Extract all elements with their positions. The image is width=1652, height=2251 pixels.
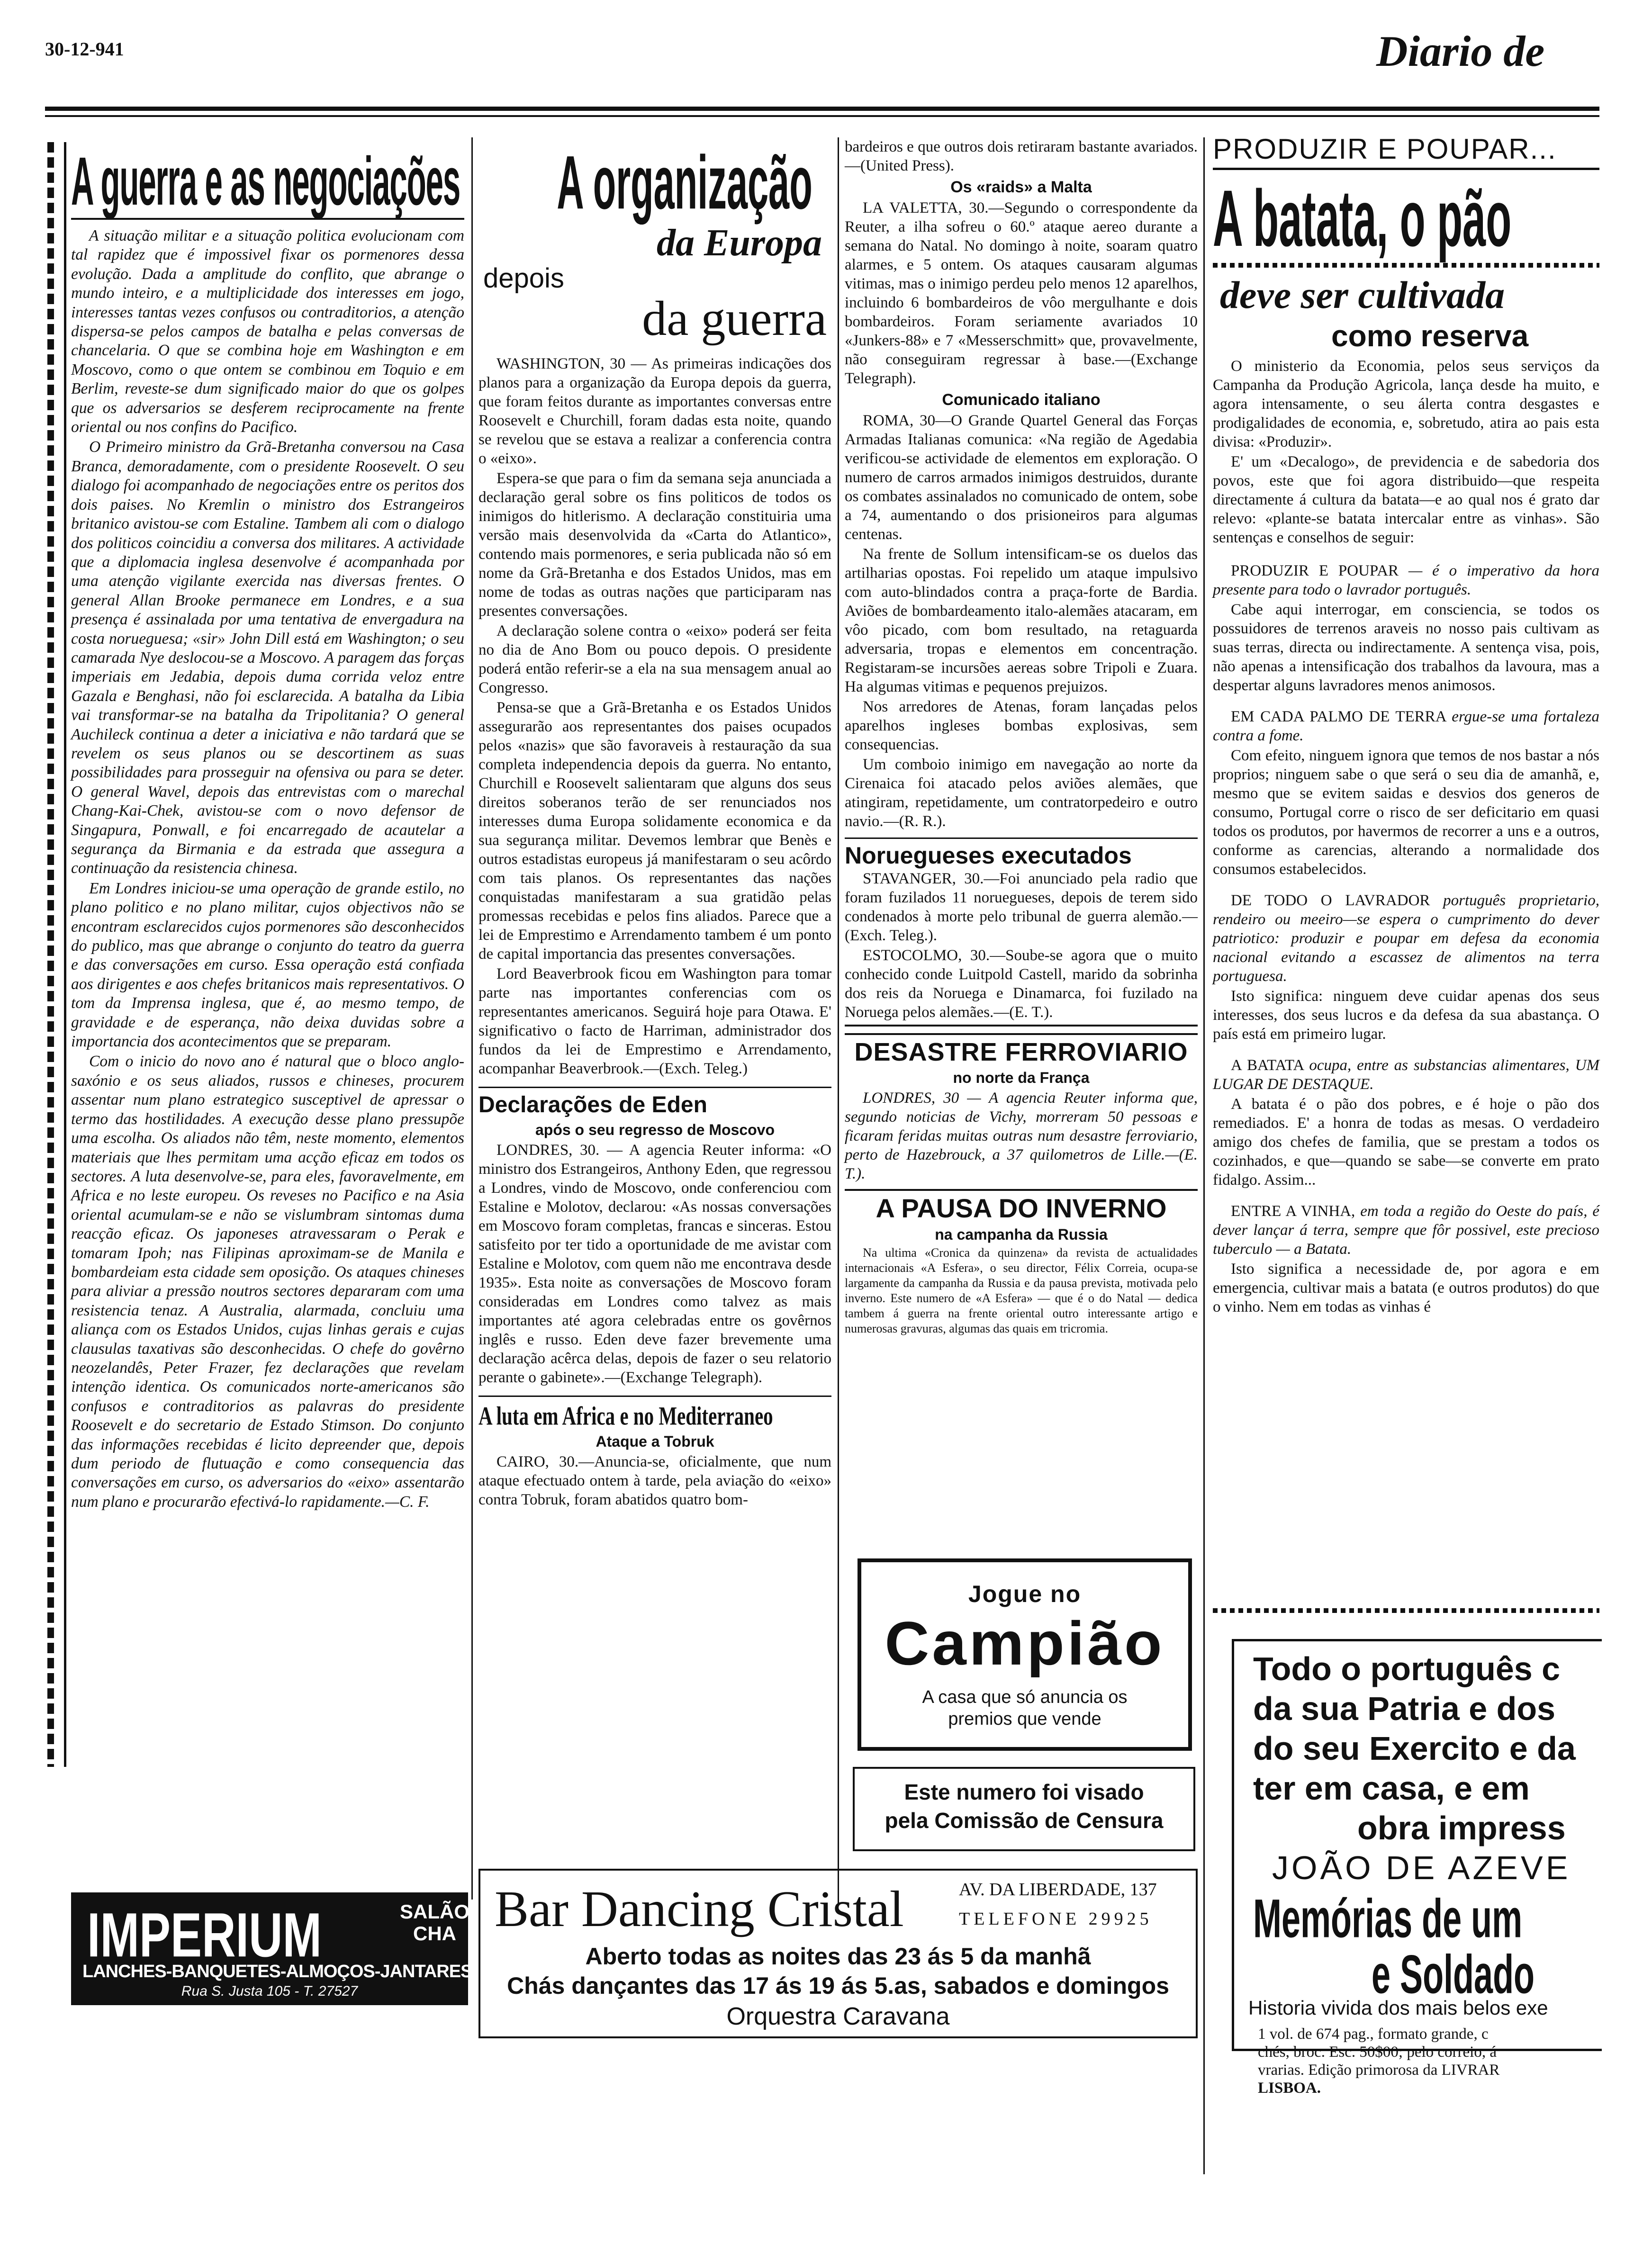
headline-europa: da Europa bbox=[657, 222, 822, 264]
issue-date: 30-12-941 bbox=[45, 38, 124, 60]
ad-memorias-line2: da sua Patria e dos bbox=[1253, 1690, 1556, 1727]
paragraph: Cabe aqui interrogar, em consciencia, se todos os possuidores de terrenos araveis no nosso pais cultivam as suas terras, directa ou indirectamente. A sentença visa, pois, não apenas a intensificação dos trabalhos da lavoura, mas a despertar alguns lavradores menos animosos. bbox=[1213, 601, 1599, 694]
censorship-notice bbox=[853, 1767, 1195, 1851]
masthead-rule-top bbox=[45, 107, 1599, 111]
ad-memorias-title1: Memórias de um bbox=[1253, 1888, 1523, 1949]
section-lead-text: ergue-se uma fortaleza contra a fome. bbox=[1213, 708, 1600, 744]
ad-imperium-line: LANCHES-BANQUETES-ALMOÇOS-JANTARES bbox=[82, 1962, 472, 1981]
ad-memorias-info3: vrarias. Edição primorosa da LIVRAR bbox=[1258, 2062, 1500, 2079]
ad-bar-phone: TELEFONE 29925 bbox=[959, 1909, 1153, 1929]
paragraph: Na frente de Sollum intensificam-se os duelos das artilharias opostas. Foi repelido um ataque impulsivo com auto-blindados contra a praça-forte de Bardia. Aviões de bombardeamento italo-alemães atacaram, em vôo picado, com bom resultado, na retaguarda adversaria, tropas e elementos em concentração. Registaram-se incursões aereas sobre Tripoli e Zuara. Ha algumas vitimas e pequenos prejuizos. bbox=[845, 546, 1198, 695]
section-palmo bbox=[1213, 707, 1599, 879]
headline-batata: A batata, o pão bbox=[1213, 173, 1512, 263]
paragraph: Isto significa a necessidade de, por agora e em emergencia, cultivar mais a batata (e outros produtos) do que o vinho. Nem em todas as vinhas é bbox=[1213, 1261, 1599, 1315]
ad-imperium bbox=[71, 1892, 472, 2005]
ad-bar-line3: Orquestra Caravana bbox=[726, 2003, 950, 2030]
paragraph: E' um «Decalogo», de previdencia e de sabedoria dos povos, este que foi agora distribuido—que respeita directamente á cultura da batata—e ao qual nos é grato dar relevo: «plante-se batata intercalar entre as vinhas». São sentenças e conselhos de seguir: bbox=[1213, 453, 1599, 546]
ad-bar-dancing-cristal bbox=[478, 1869, 1198, 2038]
paragraph: Um comboio inimigo em navegação ao norte da Cirenaica foi atacado pelos aviões alemães, que atingiram, repetidamente, um contratorpedeiro e outro navio.—(R. R.). bbox=[845, 756, 1198, 830]
paragraph: Espera-se que para o fim da semana seja anunciada a declaração geral sobre os fins politicos de todos os inimigos do hitlerismo. A declaração constituiria uma versão mais desenvolvida da «Carta do Atlantico», contendo mais pormenores, e seria publicada não só em nome da Grã-Bretanha e dos Estados Unidos, mas em nome de todas as outras nações que participaram nas presentes conversações. bbox=[478, 470, 831, 620]
ad-memorias-line1: Todo o português c bbox=[1253, 1650, 1561, 1687]
article-noruegueses-body bbox=[845, 869, 1198, 1022]
article-italiano-body bbox=[845, 411, 1198, 831]
article-body bbox=[1213, 357, 1599, 547]
headline-reserva: como reserva bbox=[1331, 319, 1529, 353]
paragraph: A declaração solene contra o «eixo» poderá ser feita no dia de Ano Bom ou pouco depois. O presidente poderá então referir-se a ela na sua mensagem anual ao Congresso. bbox=[478, 622, 831, 696]
article-malta-body bbox=[845, 198, 1198, 388]
column-news-briefs bbox=[845, 137, 1198, 1558]
paragraph: STAVANGER, 30.—Foi anunciado pela radio que foram fuzilados 11 noruegueses, depois de terem sido condenados à morte pelo tribunal de guerra alemão.—(Exch. Teleg.). bbox=[845, 870, 1198, 944]
paragraph: Em Londres iniciou-se uma operação de grande estilo, no plano politico e no plano militar, cujos objectivos não se encontram esclarecidos cujos pormenores são desconhecidos do publico, mas que abrange o conjunto do teatro da guerra e das conversações em curso. Essa operação está confiada aos dirigentes e aos chefes britanicos mais representativos. O tom da Imprensa inglesa, que é, ao mesmo tempo, de gravidade e de esperança, não deixa duvidas sobre a importancia dos acontecimentos que se preparam. bbox=[71, 879, 464, 1051]
ad-campiao bbox=[858, 1558, 1192, 1751]
ad-memorias-tagline: Historia vivida dos mais belos exe bbox=[1248, 1997, 1548, 2019]
paragraph: Com efeito, ninguem ignora que temos de nos bastar a nós proprios; ninguem sabe o que será o seu dia de amanhã, e, mesmo que se evitem saidas e desvios dos generos de consumo, Portugal corre o risco de ser deficitario em quasi todos os produtos, por havermos de recorrer a uns e a outros, conforme as carencias, alterando a normalidade dos consumos estabelecidos. bbox=[1213, 747, 1599, 878]
subhead-eden: após o seu regresso de Moscovo bbox=[535, 1121, 775, 1138]
headline-cultivada: deve ser cultivada bbox=[1220, 273, 1505, 316]
section-divider bbox=[845, 1025, 1198, 1035]
column-rule-2 bbox=[838, 137, 839, 1904]
section-lead-text: em toda a região do Oeste do país, é dever lançar á terra, sempre que fôr possivel, este precioso tuberculo — a Batata. bbox=[1213, 1203, 1600, 1258]
ad-campiao-brand: Campião bbox=[885, 1609, 1165, 1678]
ad-campiao-line3: premios que vende bbox=[948, 1709, 1101, 1729]
censorship-line2: pela Comissão de Censura bbox=[885, 1808, 1164, 1833]
section-lead-text: português proprietario, rendeiro ou meeiro—se espera o cumprimento do dever patriotico: produzir e poupar em defesa da economia nacional evitando a escassez de alimentos na terra portuguesa. bbox=[1213, 892, 1599, 985]
section-vinha bbox=[1213, 1202, 1599, 1316]
paragraph: bardeiros e que outros dois retiraram bastante avariados.—(United Press). bbox=[845, 138, 1198, 174]
headline-malta: Os «raids» a Malta bbox=[950, 178, 1092, 196]
section-batata bbox=[1213, 1056, 1599, 1189]
headline-desastre: DESASTRE FERROVIARIO bbox=[854, 1038, 1188, 1066]
section-lead: ENTRE A VINHA, bbox=[1231, 1203, 1355, 1220]
ad-bar-line2: Chás dançantes das 17 ás 19 ás 5.as, sabados e domingos bbox=[507, 1972, 1169, 1999]
headline-comunicado-italiano: Comunicado italiano bbox=[942, 391, 1101, 409]
headline-noruegueses: Noruegueses executados bbox=[845, 842, 1132, 869]
column-rule-1 bbox=[471, 137, 473, 1900]
ad-bar-brand: Bar Dancing Cristal bbox=[495, 1881, 904, 1937]
headline-depois: depois bbox=[483, 263, 564, 294]
masthead-rule-bottom bbox=[45, 115, 1599, 117]
article-pausa-body bbox=[845, 1245, 1198, 1336]
paragraph: Isto significa: ninguem deve cuidar apenas dos seus interesses, dos seus lucros e da defesa da sua abastança. O país está em primeiro lugar. bbox=[1213, 988, 1599, 1043]
paragraph: Pensa-se que a Grã-Bretanha e os Estados Unidos assegurarão aos representantes dos paises ocupados pelos «nazis» que são favoraveis à restauração da sua completa independencia depois da guerra. No entanto, Churchill e Roosevelt salientaram que alguns dos seus direitos soberanos terão de ser renunciados nos interesses duma Europa solidamente economica e da sua segurança militar. Devemos lembrar que Benès e outros estadistas europeus já manifestaram o seu acôrdo com tais planos. Os representantes das nações conquistadas manifestaram a sua gratidão pelas promessas recebidas e pelos fins aliados. Parece que a lei de Emprestimo e Arrendamento tambem é um ponto de capital importancia das presentes conversações. bbox=[478, 699, 831, 963]
ad-imperium-address: Rua S. Justa 105 - T. 27527 bbox=[181, 1983, 358, 1999]
section-lead-text: — é o imperativo da hora presente para todo o lavrador português. bbox=[1213, 562, 1600, 598]
left-border-line bbox=[64, 142, 66, 1767]
ad-memorias-title2: e Soldado bbox=[1372, 1944, 1535, 2005]
headline-guerra: da guerra bbox=[642, 291, 827, 346]
ad-memorias bbox=[1232, 1639, 1602, 2097]
section-divider bbox=[1213, 1608, 1599, 1613]
ad-memorias-line4: ter em casa, e em bbox=[1253, 1770, 1530, 1807]
ad-memorias-info1: 1 vol. de 674 pag., formato grande, c bbox=[1258, 2026, 1489, 2043]
article-eden-body bbox=[478, 1141, 831, 1387]
paragraph: LONDRES, 30. — A agencia Reuter informa: «O ministro dos Estrangeiros, Anthony Eden, que regressou a Londres, vindo de Moscovo, onde conferenciou com Estaline e Molotov, declarou: «As nossas conversações em Moscovo foram completas, francas e sinceras. Estou satisfeito por ter tido a oportunidade de me avistar com Estaline e Molotov, com quem não me encontrava desde 1935». Esta noite as conversações de Moscovo foram consideradas em Londres como talvez as mais importantes até agora celebradas entre os govêrnos inglês e russo. Eden deve fazer brevemente uma declaração acêrca delas, depois de fazer o seu relatorio perante o gabinete».—(Exchange Telegraph). bbox=[478, 1142, 831, 1386]
article-africa-body bbox=[478, 1452, 831, 1509]
paragraph: LA VALETTA, 30.—Segundo o correspondente da Reuter, a ilha sofreu o 60.º ataque aereo durante a semana do Natal. No domingo à noite, soaram quatro alarmes, e 5 ontem. Os ataques causaram algumas vitimas, mas o inimigo perdeu pelo menos 12 aparelhos, incluindo 6 bombardeiros de vôo mergulhante e dois bombardeiros. Foram seriamente avariados 10 «Junkers-88» e 7 «Messerschmitt» que, provavelmente, não conseguiram regressar à base.—(Exchange Telegraph). bbox=[845, 199, 1198, 387]
left-border-ornament bbox=[47, 142, 54, 1767]
headline-pausa: A PAUSA DO INVERNO bbox=[876, 1193, 1167, 1223]
headline-eden: Declarações de Eden bbox=[478, 1092, 707, 1117]
article-europe-organization bbox=[478, 137, 831, 1876]
article-batata bbox=[1213, 133, 1599, 1601]
article-desastre-body bbox=[845, 1089, 1198, 1183]
paragraph: Com o inicio do novo ano é natural que o bloco anglo-saxónio e os seus aliados, russos e chineses, procurem assentar num plano estrategico susceptivel de apressar o termo das hostilidades. A execução desse plano pressupõe uma escolha. Os aliados não têm, neste momento, elementos materiais que lhes permitam uma acção eficaz em todos os sectores. A luta desenvolve-se, para eles, favoravelmente, em Africa e no leste europeu. Os reveses no Pacifico e na Asia oriental acumulam-se e não se vislumbram sintomas duma reacção eficaz. Os japoneses atravessaram o Perak e tomaram Ipoh; nas Filipinas aproximam-se de Manila e bombardeiam esta cidade sem oposição. Os ataques chineses para aliviar a pressão noutros sectores depararam com uma resistencia tenaz. A Australia, alarmada, concluiu uma aliança com os Estados Unidos, cujas linhas gerais e cujas clausulas taxativas são desconhecidas. O chefe do govêrno neozelandês, Peter Frazer, fez declarações que revelam intenção identica. Os comunicados norte-americanos são confusos e contraditorios as palavras do presidente Roosevelt e do secretario de Estado Stimson. Do conjunto das informações recebidas é licito depreender que, depois dum periodo de flutuação e como consequencia das conversações em curso, os adversarios do «eixo» assentarão num plano e procurarão efectivá-lo rapidamente.—C. F. bbox=[71, 1053, 464, 1511]
paragraph: LONDRES, 30 — A agencia Reuter informa que, segundo noticias de Vichy, morreram 50 pessoas e ficaram feridas muitas outras num desastre ferroviario, perto de Hazebrouck, a 37 quilometros de Lille.—(E. T.). bbox=[845, 1089, 1198, 1182]
paragraph: ROMA, 30—O Grande Quartel General das Forças Armadas Italianas comunica: «Na região de Agedabia verificou-se actividade de elementos em exploração. O numero de carros armados inimigos destruidos, durante os combates assinalados no comunicado de ontem, sobe a 74, aumentando o dos prisioneiros para algumas centenas. bbox=[845, 412, 1198, 543]
ad-imperium-brand: IMPERIUM bbox=[87, 1900, 322, 1970]
ad-imperium-tag1: SALÃO bbox=[400, 1900, 469, 1923]
ad-bar-address: AV. DA LIBERDADE, 137 bbox=[959, 1880, 1157, 1900]
article-body bbox=[478, 354, 831, 1078]
kicker-produzir-poupar: PRODUZIR E POUPAR... bbox=[1213, 133, 1557, 165]
paragraph: Na ultima «Cronica da quinzena» da revista de actualidades internacionais «A Esfera», o seu director, Félix Correia, ocupa-se largamente da campanha da Russia e da pausa prevista, motivada pelo inverno. Este numero de «A Esfera» — que é o do Natal — dedica tambem á guerra na frente oriental outro interessante artigo e numerosas gravuras, algumas das quais em tricromia. bbox=[845, 1246, 1198, 1335]
ad-campiao-line1: Jogue no bbox=[968, 1581, 1082, 1607]
ad-bar-line1: Aberto todas as noites das 23 ás 5 da manhã bbox=[585, 1943, 1091, 1970]
section-lead: EM CADA PALMO DE TERRA bbox=[1231, 708, 1446, 725]
subhead-desastre: no norte da França bbox=[953, 1069, 1090, 1086]
subhead-tobruk: Ataque a Tobruk bbox=[596, 1433, 714, 1450]
section-lead: A BATATA bbox=[1231, 1057, 1304, 1074]
article-body bbox=[71, 226, 464, 1512]
article-war-negotiations bbox=[71, 137, 464, 1881]
headline-organizacao: A organização bbox=[557, 140, 812, 225]
headline-war-negotiations: A guerra e as negociações bbox=[71, 143, 460, 220]
section-lead: PRODUZIR E POUPAR bbox=[1231, 562, 1399, 579]
ad-memorias-line3: do seu Exercito e da bbox=[1253, 1730, 1576, 1767]
ad-campiao-line2: A casa que só anuncia os bbox=[922, 1687, 1128, 1707]
paragraph: Nos arredores de Atenas, foram lançadas pelos aparelhos ingleses bombas explosivas, sem consequencias. bbox=[845, 698, 1198, 753]
paragraph: O Primeiro ministro da Grã-Bretanha conversou na Casa Branca, demoradamente, com o presidente Roosevelt. O seu dialogo foi acompanhado de negociações entre os peritos dos dois paises. No Kremlin o ministro dos Estrangeiros britanico avistou-se com Estaline. Tambem ali com o dialogo dos politicos coincidiu a conversa dos militares. A actividade que a diplomacia inglesa desenvolve é acompanhada por uma atenção vigilante exercida nas diversas frentes. O general Allan Brooke permanece em Londres, e a sua presença é assinalada por uma tentativa de envergadura na costa norueguesa; «sir» John Dill está em Washington; o seu camarada Nye deslocou-se a Moscovo. A paragem das forças imperiais em Jedabia, depois duma corrida veloz entre Gazala e Benghasi, não foi esclarecida. A batalha da Libia vai transformar-se na batalha da Tripolitania? O general Auchileck continua a deter a iniciativa e não tardará que se revelem os seus planos ou se descortinem as suas possibilidades para prosseguir na ofensiva ou para se deter. O general Wavel, depois das entrevistas com o marechal Chang-Kai-Chek, avistou-se com o novo defensor de Singapura, Ponwall, e foi encarregado de acautelar a segurança da Birmania e da estrada que assegura a continuação da resistencia chinesa. bbox=[71, 438, 464, 877]
censorship-line1: Este numero foi visado bbox=[904, 1780, 1144, 1804]
ad-memorias-info4: LISBOA. bbox=[1258, 2080, 1321, 2097]
article-body-continued bbox=[845, 137, 1198, 175]
paragraph: O ministerio da Economia, pelos seus serviços da Campanha da Produção Agricola, lança desde ha muito, e agora intensamente, o seu álerta contra desgastes e prodigalidades de economia, e, sobretudo, atira ao pais esta divisa: «Produzir». bbox=[1213, 358, 1599, 450]
ad-memorias-line5: obra impress bbox=[1357, 1810, 1566, 1846]
paragraph: ESTOCOLMO, 30.—Soube-se agora que o muito conhecido conde Luitpold Castell, marido da sobrinha dos reis da Noruega e Dinamarca, foi fuzilado na Noruega pelos alemães.—(E. T.). bbox=[845, 947, 1198, 1021]
paragraph: A situação militar e a situação politica evolucionam com tal rapidez que é impossivel fixar os pormenores dessa evolução. Dada a amplitude do conflito, que abrange o mundo inteiro, e a multiplicidade dos interesses em jogo, interesses tantas vezes confusos ou contraditorios, a atenção dispersa-se pelos campos de batalha e pelas conversas de chancelaria. O que se combina hoje em Washington e em Moscovo, como o que ontem se combinou em Toquio e em Berlim, reveste-se dum significado maior do que os golpes que os adversarios se desferem reciprocamente na frente oriental ou nos confins do Pacifico. bbox=[71, 227, 464, 436]
subhead-pausa: na campanha da Russia bbox=[935, 1226, 1108, 1243]
ad-imperium-tag2: CHA bbox=[413, 1922, 456, 1945]
column-rule-3 bbox=[1203, 137, 1205, 2174]
paragraph: CAIRO, 30.—Anuncia-se, oficialmente, que num ataque efectuado ontem à tarde, pela aviação do «eixo» contra Tobruk, foram abatidos quatro bom- bbox=[478, 1453, 831, 1508]
section-lead: DE TODO O LAVRADOR bbox=[1231, 892, 1430, 909]
paragraph: A batata é o pão dos pobres, e é hoje o pão dos remediados. E' a honra de todas as mesas. O verdadeiro amigo dos chefes de familia, que se prestam a todos os cozinhados, e que—quando se sabe—se converte em prato fidalgo. Assim... bbox=[1213, 1096, 1599, 1189]
section-lead-text: ocupa, entre as substancias alimentares, UM LUGAR DE DESTAQUE. bbox=[1213, 1057, 1600, 1093]
section-produzir bbox=[1213, 561, 1599, 695]
paragraph: WASHINGTON, 30 — As primeiras indicações dos planos para a organização da Europa depois da guerra, que foram feitos durante as importantes conversas entre Roosevelt e Churchill, foram dadas esta noite, quando se revelou que se estava a realizar a conferencia contra o «eixo». bbox=[478, 355, 831, 467]
section-lavrador bbox=[1213, 891, 1599, 1044]
ad-memorias-info2: chés, broc. Esc. 50$00; pelo correio, á bbox=[1258, 2044, 1497, 2061]
paragraph: Lord Beaverbrook ficou em Washington para tomar parte nas importantes conferencias com os representantes americanos. Seguirá hoje para Otawa. E' significativo o facto de Harriman, administrador dos fundos da lei de Emprestimo e Arrendamento, acompanhar Beaverbrook.—(Exch. Teleg.) bbox=[478, 965, 831, 1077]
ad-memorias-author: JOÃO DE AZEVE bbox=[1272, 1849, 1571, 1886]
paper-name: Diario de bbox=[1376, 27, 1545, 75]
headline-africa: A luta em Africa e no Mediterraneo bbox=[478, 1401, 773, 1431]
